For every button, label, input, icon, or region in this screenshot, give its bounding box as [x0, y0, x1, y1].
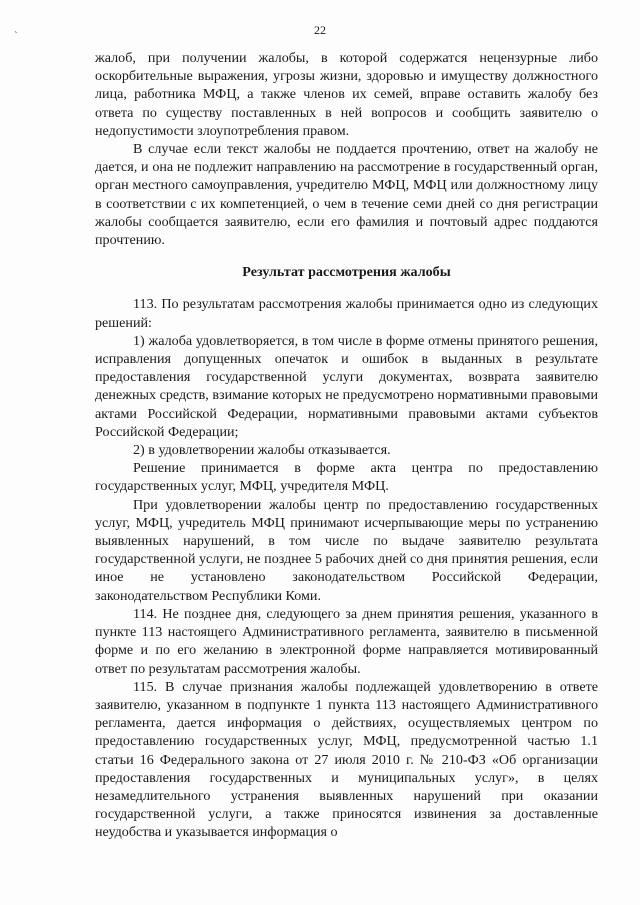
scan-mark: `: [14, 30, 18, 42]
paragraph: Решение принимается в форме акта центра по предоставлению государственных услуг, МФЦ, учредителя МФЦ.: [95, 460, 598, 495]
paragraph-113: 113. По результатам рассмотрения жалобы принимается одно из следующих решений:: [95, 296, 598, 331]
paragraph: В случае если текст жалобы не поддается прочтению, ответ на жалобу не дается, и она не подлежит направлению на рассмотрение в государственный орган, орган местного самоуправления, учредителю МФЦ, МФЦ или должностному лицу в соответствии с их компетенцией, о чем в течение семи дней со дня регистрации жалобы сообщается заявителю, если его фамилия и почтовый адрес поддаются прочтению.: [95, 141, 598, 249]
paragraph-114: 114. Не позднее дня, следующего за днем принятия решения, указанного в пункте 113 настоящего Административного регламента, заявителю в письменной форме и по его желанию в электронной форме направляется мотивированный ответ по результатам рассмотрения жалобы.: [95, 605, 598, 677]
section-title: Результат рассмотрения жалобы: [242, 264, 451, 281]
paragraph: жалоб, при получении жалобы, в которой содержатся нецензурные либо оскорбительные выражения, угрозы жизни, здоровью и имуществу должностного лица, работника МФЦ, а также членов их семей, вправе оставить жалобу без ответа по существу поставленных в ней вопросов и сообщить заявителю о недопустимости злоупотребления правом.: [95, 50, 598, 139]
paragraph: При удовлетворении жалобы центр по предоставлению государственных услуг, МФЦ, учредитель МФЦ принимают исчерпывающие меры по устранению выявленных нарушений, в том числе по выдаче заявителю результата государственной услуги, не позднее 5 рабочих дней со дня принятия решения, если иное не установлено законодательством Российской Федерации, законодательством Республики Коми.: [95, 496, 598, 604]
document-body: [95, 49, 598, 842]
list-item-2: 2) в удовлетворении жалобы отказывается.: [133, 442, 391, 459]
page-number: 22: [314, 23, 326, 37]
list-item-1: 1) жалоба удовлетворяется, в том числе в форме отмены принятого решения, исправления допущенных опечаток и ошибок в выданных в результате предоставления государственной услуги документах, возврата заявителю денежных средств, взимание которых не предусмотрено нормативными правовыми актами Российской Федерации, нормативными правовыми актами субъектов Российской Федерации;: [95, 332, 598, 440]
paragraph-115: 115. В случае признания жалобы подлежащей удовлетворению в ответе заявителю, указанном в подпункте 1 пункта 113 настоящего Административного регламента, дается информация о действиях, осуществляемых центром по предоставлению государственных услуг, МФЦ, предусмотренной частью 1.1 статьи 16 Федерального закона от 27 июля 2010 г. № 210-ФЗ «Об организации предоставления государственных и муниципальных услуг», в целях незамедлительного устранения выявленных нарушений при оказании государственной услуги, а также приносятся извинения за доставленные неудобства и указывается информация о: [95, 678, 598, 841]
